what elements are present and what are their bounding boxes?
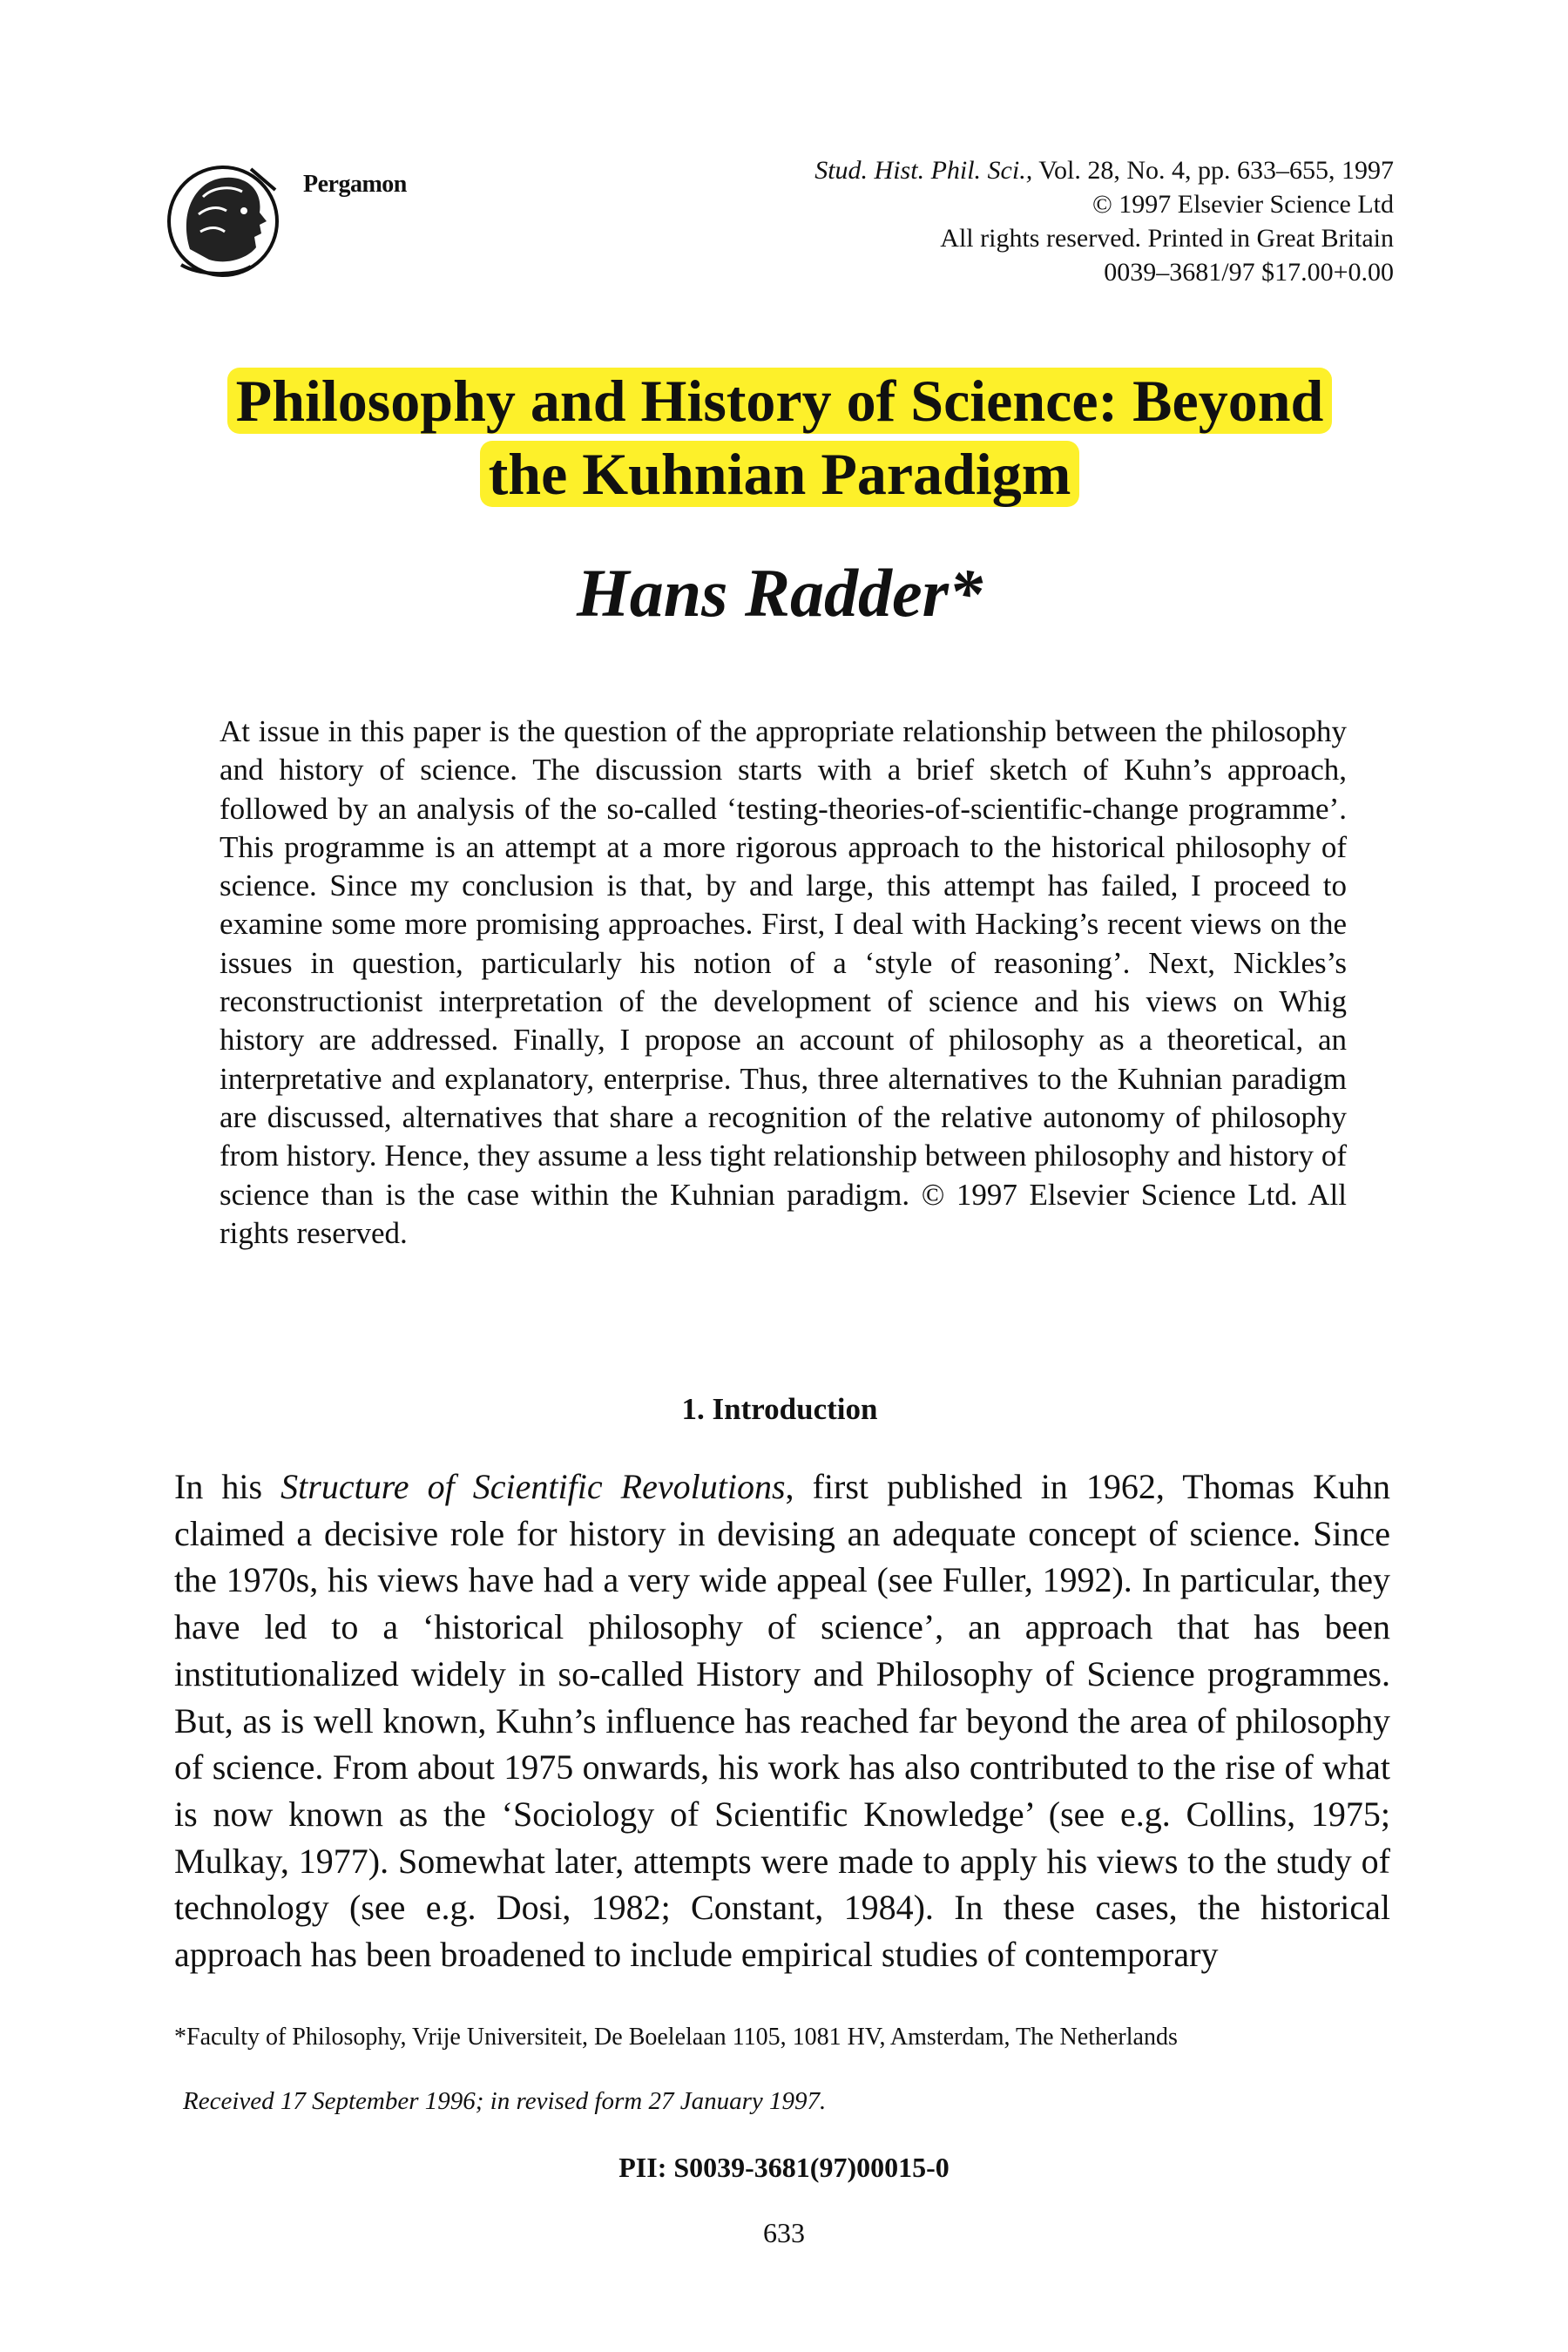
pii-identifier: PII: S0039-3681(97)00015-0 xyxy=(618,2152,950,2183)
journal-citation-block xyxy=(732,153,1394,289)
journal-citation xyxy=(732,153,1394,187)
rights-line: All rights reserved. Printed in Great Britain xyxy=(940,224,1394,253)
title-line-1: Philosophy and History of Science: Beyond xyxy=(227,368,1333,434)
journal-abbreviation: Stud. Hist. Phil. Sci., xyxy=(814,156,1033,185)
pergamon-head-logo-icon xyxy=(164,153,290,284)
section-heading: 1. Introduction xyxy=(681,1392,878,1426)
cited-book-title: Structure of Scientific Revolutions xyxy=(280,1467,786,1506)
publisher-name: Pergamon xyxy=(303,171,407,198)
body-paragraph xyxy=(174,1463,1390,1978)
author-name: Hans Radder* xyxy=(577,555,983,631)
title-line-2: the Kuhnian Paradigm xyxy=(480,441,1080,507)
page-number: 633 xyxy=(763,2217,805,2248)
issn-price-line: 0039–3681/97 $17.00+0.00 xyxy=(1104,258,1394,287)
abstract-text: At issue in this paper is the question of the appropriate relationship between the philosophy and history of science. The discussion starts with a brief sketch of Kuhn’s approach, followed by an analysis of the so-called ‘testing-theories-of-scientific-change programme’. This programme is an attempt at a more rigorous approach to the historical philosophy of science. Since my conclusion is that, by and large, this attempt has failed, I proceed to examine some more promising approaches. First, I deal with Hacking’s recent views on the issues in question, particularly his notion of a ‘style of reasoning’. Next, Nickles’s reconstructionist interpretation of the development of science and his views on Whig history are addressed. Finally, I propose an account of philosophy as a theoretical, an interpretative and explanatory, enterprise. Thus, three alternatives to the Kuhnian paradigm are discussed, alternatives that share a recognition of the relative autonomy of philosophy from history. Hence, they assume a less tight relationship between philosophy and history of science than is the case within the Kuhnian paradigm. © 1997 Elsevier Science Ltd. All rights reserved. xyxy=(220,714,1347,1250)
volume-pages: Vol. 28, No. 4, pp. 633–655, 1997 xyxy=(1038,156,1394,185)
received-dates: Received 17 September 1996; in revised form 27 January 1997. xyxy=(183,2087,827,2115)
article-title xyxy=(166,364,1394,510)
copyright-line: © 1997 Elsevier Science Ltd xyxy=(1092,190,1394,219)
body-intro-prefix: In his xyxy=(174,1467,281,1506)
author-affiliation-footnote: *Faculty of Philosophy, Vrije Universiteit, De Boelelaan 1105, 1081 HV, Amsterdam, The Netherlands xyxy=(174,2024,1178,2051)
body-intro-rest: , first published in 1962, Thomas Kuhn claimed a decisive role for history in devising an adequate concept of science. Since the 1970s, his views have had a very wide appeal (see Fuller, 1992). In particular, they have led to a ‘historical philosophy of science’, an approach that has been institutionalized widely in so-called History and Philosophy of Science programmes. But, as is well known, Kuhn’s influence has reached far beyond the area of philosophy of science. From about 1975 onwards, his work has also contributed to the rise of what is now known as the ‘Sociology of Scientific Knowledge’ (see e.g. Collins, 1975; Mulkay, 1977). Somewhat later, attempts were made to apply his views to the study of technology (see e.g. Dosi, 1982; Constant, 1984). In these cases, the historical approach has been broadened to include empirical studies of contemporary xyxy=(174,1467,1391,1975)
